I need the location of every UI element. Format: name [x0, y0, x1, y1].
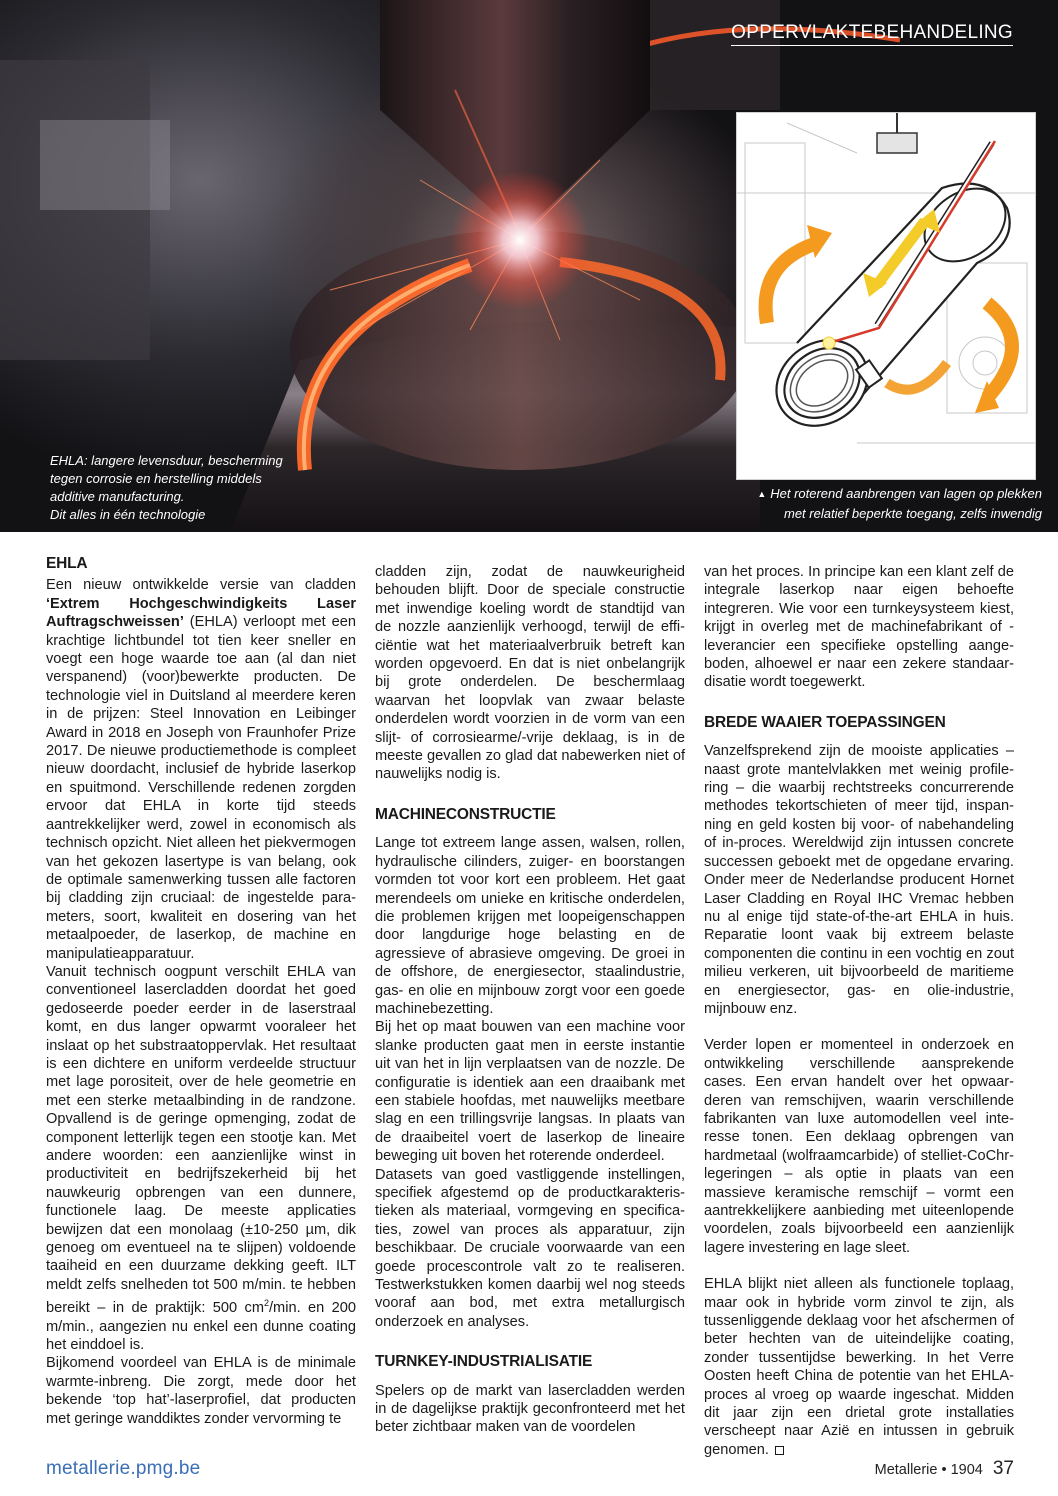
paragraph: Een nieuw ontwikkelde versie van cladden ‘Extrem Hochgeschwindigkeits Laser Auftragschweissen’ (EHLA) verloopt met een krachtige lichtbundel tot tien keer sneller en voegt een hoge waarde toe aan (al dan niet verspanend) (voor)bewerkte producten. De technologie viel in Duitsland al meerdere keren in de prijzen: Steel Innovation en Leibinger Award in 2018 en Joseph von Fraunhofer Prize 2017. De nieuwe productiemethode is compleet nieuw doordacht, inclusief de hybride laserkop en spuitmond. Verschillende redenen zorgden ervoor dat EHLA in korte tijd steeds aantrekkelijker werd, zowel in economisch als technisch opzicht. Niet alleen het piekvermogen van het gekozen lasertype is van belang, ook de optimale samenwerking tussen alle factoren bij cladding zijn cruciaal: de ingestelde parameters, soort, kwaliteit en dosering van het metaalpoeder, de laserkop, de machine en manipulatieapparatuur.: [46, 577, 356, 962]
magazine-issue: Metallerie • 1904: [874, 1462, 983, 1478]
hero-caption: [50, 452, 310, 524]
bold-term: ‘Extrem Hochgeschwindigkeits Laser Auftragschweissen’: [46, 595, 356, 631]
paragraph: Spelers op de markt van lasercladden werden in de dagelijkse praktijk geconfronteerd met het beter zichtbaar maken van de voordelen: [375, 1382, 685, 1436]
section-heading: MACHINECONSTRUCTIE: [375, 805, 556, 823]
inset-caption: [742, 484, 1042, 523]
paragraph: EHLA blijkt niet alleen als functionele toplaag, maar ook in hybride vorm zinvol te zijn, als tussenliggende deklaag voor het afschermen of beter hechten van de uiteindelijke coating, zonder tussentijdse bewerking. In het Verre Oosten heeft China de potentie van het EHLA-proces al vroeg op waarde ingeschat. Midden dit jaar zijn een drietal grote installaties verscheept naar Azië en intussen in gebruik genomen.: [704, 1276, 1014, 1458]
article-column-3: [704, 563, 1014, 1459]
footer-website-link[interactable]: metallerie.pmg.be: [46, 1458, 201, 1479]
paragraph: Vanzelfsprekend zijn de mooiste applicaties – naast grote mantelvlakken met weinig profilering – die waarbij rechtstreeks concurrerende methodes tekortschieten of meer tijd, inspanning en geld kosten bij voor- of nabehandeling of in-proces. Wereldwijd zijn intussen concrete successen geboekt met de opgedane ervaring. Onder meer de Nederlandse producent Hornet Laser Cladding en Royal IHC Vremac hebben nu al enige tijd state-of-the-art EHLA in huis. Reparatie loont vaak bij extreem belaste componenten die continu in een vochtig en zout milieu verkeren, uit bijvoorbeeld de maritieme en energiesector, gas- en olie-industrie, mijnbouw enz.: [704, 743, 1014, 1017]
inset-diagram: [736, 112, 1036, 480]
hero-caption-line: additive manufacturing.: [50, 489, 185, 504]
hero-caption-line: Dit alles in één technologie: [50, 507, 206, 522]
end-mark-icon: [775, 1446, 784, 1455]
paragraph: Vanuit technisch oogpunt verschilt EHLA van conventioneel lasercladden doordat het goed gedoseerde poeder eerder in de laserstraal komt, en dus langer opwarmt vooraleer het inslaat op het substraatoppervlak. Het resultaat is een dichtere en uniform verdeelde structuur met lage porositeit, over de hele geometrie en met een sterke metaalbinding in de randzone. Opvallend is de geringe opmenging, zodat de component letterlijk tegen een stootje kan. Met andere woorden: een aanzienlijke winst in productiviteit en bedrijfszekerheid bij het nauwkeurig opbrengen van een dunnere, functionele laag. De meeste applicaties bewijzen dat een monolaag (±10-250 µm, dik genoeg om eventueel na te slijpen) voldoende taaiheid en een duurzame dekking geeft. ILT meldt zelfs snelheden tot 500 m/min. te hebben bereikt – in de praktijk: 500 $cm^2/\min$. en 200 m/min., aangezien nu enkel een dunne coating het einddoel is.: [46, 963, 356, 1353]
paragraph: van het proces. In principe kan een klant zelf de integrale laserkop naar eigen behoefte integreren. Wie voor een turnkeysysteem kiest, krijgt in overleg met de machinefabrikant of -leverancier een specifieke opstelling aangeboden, alhoewel er naar een zekere standaardisatie wordt toegewerkt.: [704, 564, 1014, 691]
hero-photo: [0, 0, 1058, 532]
paragraph: Verder lopen er momenteel in onderzoek en ontwikkeling verschillende aansprekende cases. Een ervan handelt over het opwaarderen van remschijven, waarin verschillende fabrikanten van luxe automodellen veel interesse tonen. Een deklaag opbrengen van hardmetaal (wolfraamcarbide) of stelliet-CoChr-legeringen – als optie in plaats van een massieve keramische remschijf – vormt een aantrekkelijkere aanbieding met uiteenlopende voordelen, zoals bijvoorbeeld een aanzienlijk lagere investering en lage sleet.: [704, 1037, 1014, 1256]
paragraph: Bij het op maat bouwen van een machine voor slanke producten gaat men in eerste instantie uit van het in lijn verplaatsen van de nozzle. De configuratie is identiek aan een draaibank met een stabiele hoofdas, met nauwelijks meetbare slag en een trillingsvrije langsas. In plaats van de draaibeitel voert de laserkop de lineaire beweging uit boven het roterende onderdeel.: [375, 1019, 685, 1165]
section-heading: BREDE WAAIER TOEPASSINGEN: [704, 713, 946, 731]
paragraph: cladden zijn, zodat de nauwkeurigheid behouden blijft. Door de speciale constructie met inwendige koeling wordt de standtijd van de nozzle aanzienlijk verhoogd, terwijl de efficiëntie wat het materiaalverbruik betreft kan worden opgevoerd. En dat is niet onbelangrijk bij grote onderdelen. De beschermlaag waarvan het loopvlak van zwaar belaste onderdelen wordt voorzien in de vorm van een slijt- of corrosiearme/-vrije deklaag, is in de meeste gevallen zo glad dat nabewerken niet of nauwelijks nodig is.: [375, 564, 685, 783]
inset-caption-line: met relatief beperkte toegang, zelfs inwendig: [784, 506, 1042, 521]
paragraph: Bijkomend voordeel van EHLA is de minimale warmte-inbreng. Die zorgt, mede door het bekende ‘top hat’-laserprofiel, dat producten met geringe wanddiktes zonder vervorming te: [46, 1355, 356, 1427]
paragraph: Lange tot extreem lange assen, walsen, rollen, hydraulische cilinders, zuiger- en boorstangen vormden tot voor kort een probleem. Het gaat merendeels om unieke en kritische onderdelen, die problemen krijgen met loopeigenschappen door langdurige hoge belasting en de agressieve of abrasieve omgeving. De groei in de offshore, de energiesector, staalindustrie, gas- en olie en mijnbouw zorgt voor een goede machinebezetting.: [375, 835, 685, 1017]
page-number: 37: [992, 1458, 1014, 1479]
section-label: OPPERVLAKTEBEHANDELING: [731, 22, 1013, 46]
inset-caption-line: Het roterend aanbrengen van lagen op plekken: [770, 486, 1042, 501]
superscript: 2: [263, 1298, 269, 1309]
triangle-up-icon: ▲: [757, 489, 767, 499]
rotating-cylinder-diagram: [737, 113, 1035, 479]
hero-caption-line: EHLA: langere levensduur, bescherming: [50, 453, 283, 468]
article-column-2: [375, 563, 685, 1437]
hero-caption-line: tegen corrosie en herstelling middels: [50, 471, 262, 486]
paragraph: Datasets van goed vastliggende instellingen, specifiek afgestemd op de productkarakteristieken als materiaal, vormgeving en specificaties, zowel van proces als apparatuur, zijn beschikbaar. De cruciale voorwaarde van een goede procescontrole valt zo te realiseren. Testwerkstukken komen daarbij wel nog steeds vooraf aan bod, met extra metallurgisch onderzoek en analyses.: [375, 1166, 685, 1330]
section-heading: TURNKEY-INDUSTRIALISATIE: [375, 1353, 593, 1371]
section-heading: EHLA: [46, 555, 88, 572]
article-column-1: [46, 555, 356, 1428]
footer-page-info: [875, 1458, 1014, 1480]
